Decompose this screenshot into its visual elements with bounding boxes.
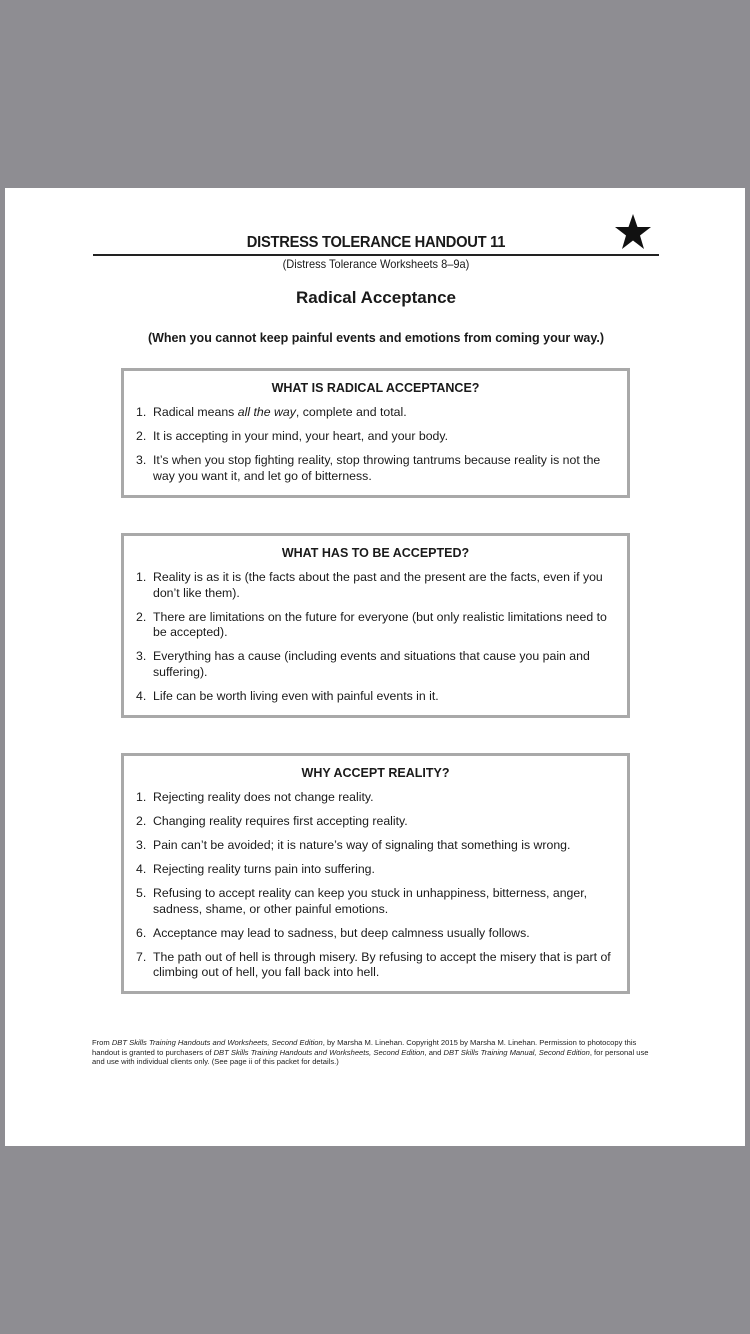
section-heading: WHY ACCEPT REALITY? bbox=[301, 766, 450, 780]
section-why-accept-reality bbox=[121, 753, 630, 994]
section-heading: WHAT IS RADICAL ACCEPTANCE? bbox=[271, 381, 480, 395]
list-item: 2. Changing reality requires first accepting reality. bbox=[136, 814, 408, 828]
list-item: 5. Refusing to accept reality can keep you stuck in unhappiness, bitterness, anger, sadness, shame, or other painful emotions. bbox=[136, 886, 588, 916]
star-icon bbox=[613, 212, 653, 252]
list-item: 1. Reality is as it is (the facts about the past and the present are the facts, even if you don’t like them). bbox=[136, 570, 603, 600]
list-item: 1. Radical means all the way, complete and total. bbox=[136, 405, 407, 419]
list-item: 1. Rejecting reality does not change reality. bbox=[136, 790, 374, 804]
page-subtitle: (When you cannot keep painful events and emotions from coming your way.) bbox=[147, 331, 605, 345]
list-item: 3. It’s when you stop fighting reality, stop throwing tantrums because reality is not the way you want it, and let go of bitterness. bbox=[136, 453, 601, 483]
list-item: 6. Acceptance may lead to sadness, but deep calmness usually follows. bbox=[136, 925, 530, 940]
document-page bbox=[5, 188, 745, 1146]
copyright-footer: From DBT Skills Training Handouts and Worksheets, Second Edition, by Marsha M. Linehan. Copyright 2015 by Marsha M. Linehan. Permission to photocopy this handout is granted to purchasers of DBT Skills Training Handouts and Worksheets, Second Edition, and DBT Skills Training Manual, Second Edition, for personal use and use with individual clients only. (See page ii of this packet for details.) bbox=[92, 1038, 649, 1067]
section-what-has-to-be-accepted bbox=[121, 533, 630, 718]
header-divider bbox=[93, 254, 659, 256]
worksheet-reference: (Distress Tolerance Worksheets 8–9a) bbox=[282, 257, 470, 271]
list-item: 3. Pain can’t be avoided; it is nature’s way of signaling that something is wrong. bbox=[136, 838, 571, 852]
handout-header-title: DISTRESS TOLERANCE HANDOUT 11 bbox=[246, 234, 506, 251]
list-item: 4. Rejecting reality turns pain into suffering. bbox=[136, 862, 375, 876]
list-item: 2. It is accepting in your mind, your heart, and your body. bbox=[136, 429, 449, 443]
section-what-is-radical-acceptance bbox=[121, 368, 630, 498]
list-item: 2. There are limitations on the future for everyone (but only realistic limitations need to be accepted). bbox=[136, 609, 607, 639]
list-item: 3. Everything has a cause (including events and situations that cause you pain and suffering). bbox=[136, 649, 590, 679]
list-item: 4. Life can be worth living even with painful events in it. bbox=[136, 688, 439, 703]
section-heading: WHAT HAS TO BE ACCEPTED? bbox=[281, 546, 470, 560]
page-title: Radical Acceptance bbox=[296, 288, 456, 307]
list-item: 7. The path out of hell is through misery. By refusing to accept the misery that is part of climbing out of hell, you fall back into hell. bbox=[136, 949, 611, 979]
